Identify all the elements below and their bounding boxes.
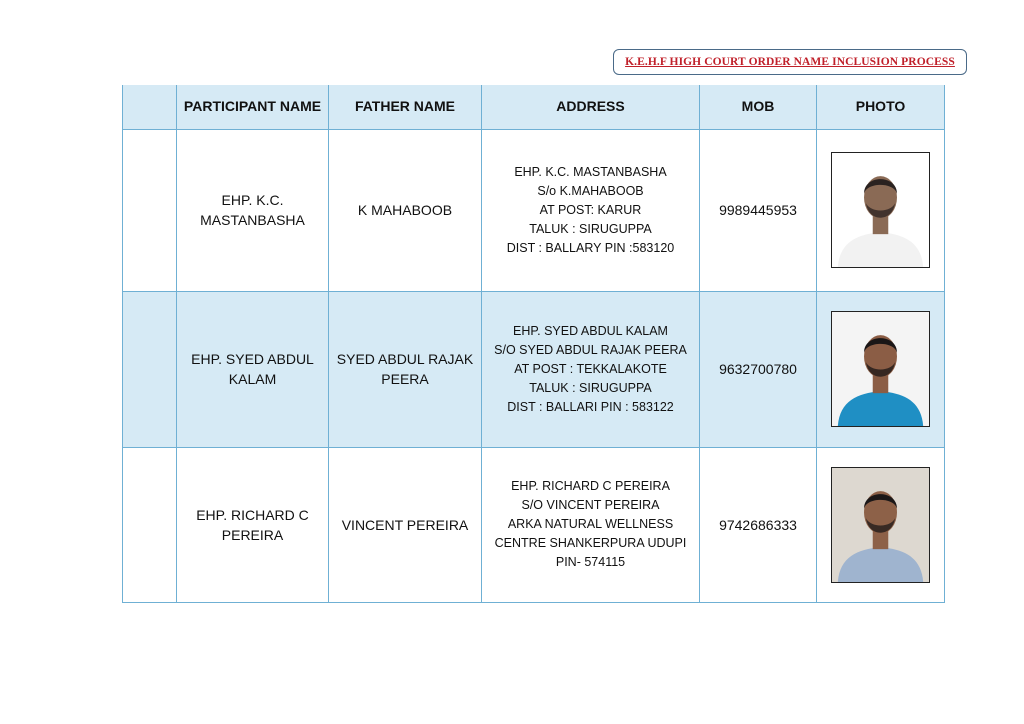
address-line: S/O VINCENT PEREIRA (521, 498, 660, 512)
row-blank-cell (123, 129, 177, 291)
participant-photo (831, 152, 930, 268)
father-name-cell: SYED ABDUL RAJAK PEERA (329, 291, 482, 447)
address-line: DIST : BALLARI PIN : 583122 (507, 399, 674, 414)
header-mob: MOB (700, 85, 817, 129)
portrait-image (832, 312, 929, 426)
address-line: S/o K.MAHABOOB (537, 183, 644, 198)
mobile-number-cell: 9742686333 (700, 447, 817, 602)
address-line: S/O SYED ABDUL RAJAK PEERA (494, 342, 687, 357)
table-row (123, 291, 945, 447)
address-line: AT POST: KARUR (539, 202, 642, 217)
father-name-cell: VINCENT PEREIRA (329, 447, 482, 602)
photo-cell (817, 129, 945, 291)
portrait-image (832, 468, 929, 582)
document-title: K.E.H.F HIGH COURT ORDER NAME INCLUSION PROCESS (625, 56, 955, 68)
address-line: TALUK : SIRUGUPPA (529, 380, 652, 395)
participants-table (122, 85, 945, 603)
table-row (123, 447, 945, 602)
row-blank-cell (123, 291, 177, 447)
photo-cell (817, 291, 945, 447)
portrait-image (832, 153, 929, 267)
header-participant-name: PARTICIPANT NAME (177, 85, 329, 129)
address-line: ARKA NATURAL WELLNESS (507, 517, 674, 531)
address-line: EHP. K.C. MASTANBASHA (514, 164, 667, 179)
participant-name-cell: EHP. RICHARD C PEREIRA (177, 447, 329, 602)
address-cell (482, 129, 700, 291)
address-line: EHP. RICHARD C PEREIRA (511, 479, 670, 493)
participant-photo (831, 311, 930, 427)
participant-name-cell: EHP. SYED ABDUL KALAM (177, 291, 329, 447)
row-blank-cell (123, 447, 177, 602)
participant-photo (831, 467, 930, 583)
document-title-box (613, 49, 967, 75)
header-blank (123, 85, 177, 129)
address-line: CENTRE SHANKERPURA UDUPI (494, 536, 687, 550)
table-header-row (123, 85, 945, 129)
address-line: PIN- 574115 (555, 555, 626, 569)
address-line: AT POST : TEKKALAKOTE (514, 361, 667, 376)
photo-cell (817, 447, 945, 602)
table-row (123, 129, 945, 291)
header-father-name: FATHER NAME (329, 85, 482, 129)
address-line: EHP. SYED ABDUL KALAM (513, 323, 668, 338)
address-line: TALUK : SIRUGUPPA (529, 221, 652, 236)
mobile-number-cell: 9632700780 (700, 291, 817, 447)
header-photo: PHOTO (817, 85, 945, 129)
address-cell (482, 447, 700, 602)
mobile-number-cell: 9989445953 (700, 129, 817, 291)
header-address: ADDRESS (482, 85, 700, 129)
address-line: DIST : BALLARY PIN :583120 (506, 240, 675, 255)
father-name-cell: K MAHABOOB (329, 129, 482, 291)
address-cell (482, 291, 700, 447)
participant-name-cell: EHP. K.C. MASTANBASHA (177, 129, 329, 291)
